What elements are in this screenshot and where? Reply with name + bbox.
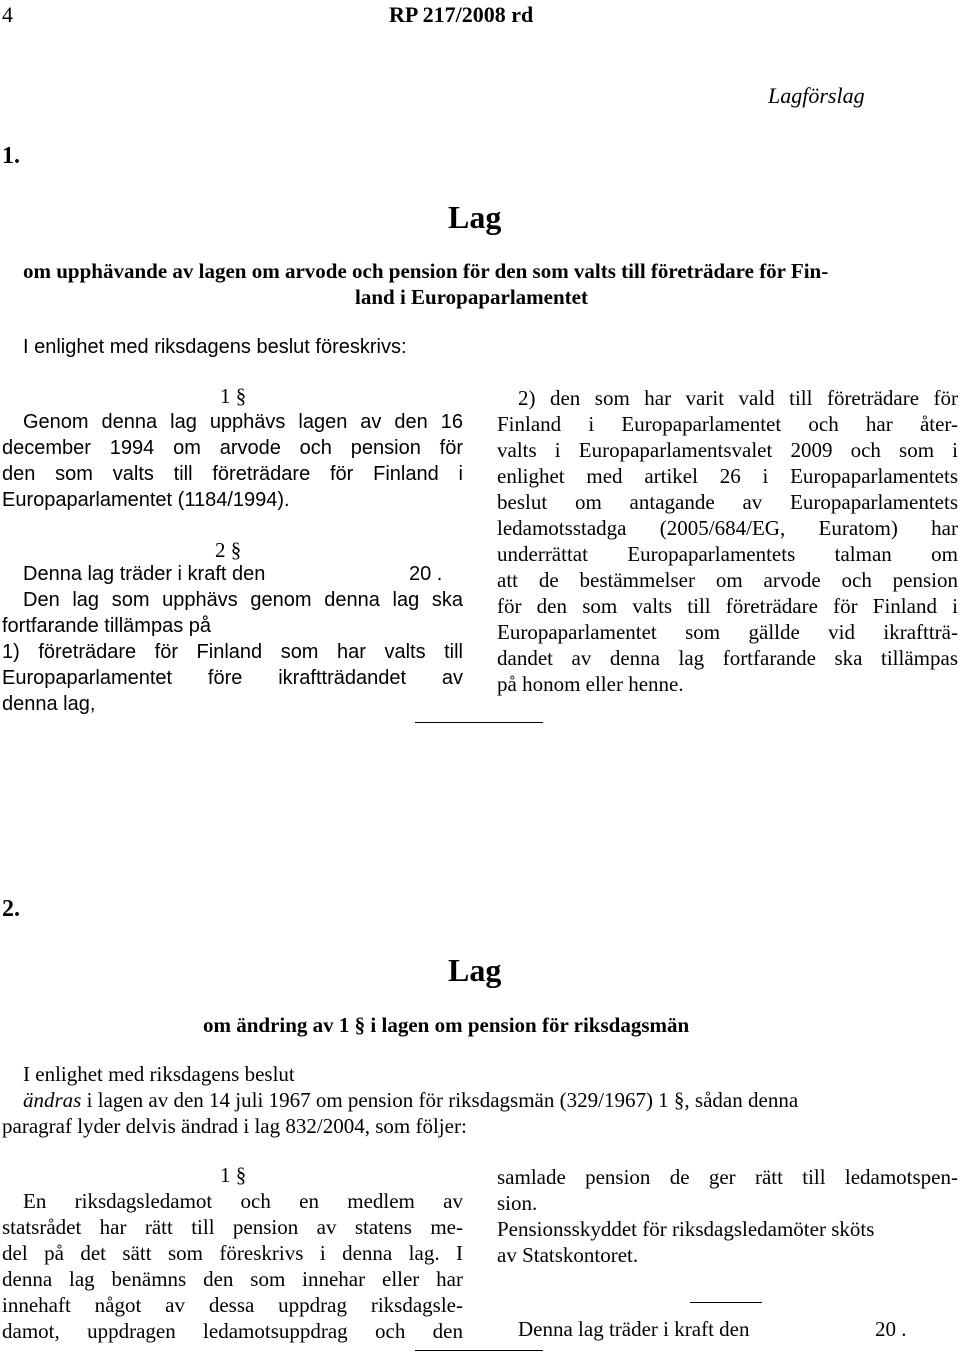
- amend-verb: ändras: [23, 1088, 82, 1112]
- law-2-section-1-line: damot, uppdragen ledamotsuppdrag och den: [2, 1319, 463, 1343]
- law-2-right-line: Pensionsskyddet för riksdagsledamöter sköts: [497, 1217, 875, 1241]
- law-1-section-2-title: 2 §: [215, 538, 242, 562]
- law-1-section-1-line: Genom denna lag upphävs lagen av den 16: [23, 411, 463, 433]
- law-1-section-2-line: Den lag som upphävs genom denna lag ska: [23, 589, 463, 611]
- law-1-right-line: enlighet med artikel 26 i Europaparlamentets: [497, 464, 958, 488]
- law-2-subtitle: om ändring av 1 § i lagen om pension för riksdagsmän: [203, 1013, 690, 1037]
- law-1-section-2-line: 1) företrädare för Finland som har valts till: [2, 641, 463, 663]
- law-1-right-line: Europaparlamentet som gällde vid ikraftträ-: [497, 620, 958, 644]
- law-1-right-line: dandet av denna lag fortfarande ska tillämpas: [497, 646, 958, 670]
- law-1-right-line: underrättat Europaparlamentets talman om: [497, 542, 958, 566]
- law-2-section-1-line: En riksdagsledamot och en medlem av: [23, 1189, 463, 1213]
- law-1-section-2-line: fortfarande tillämpas på: [2, 615, 212, 637]
- law-1-right-line: beslut om antagande av Europaparlamentets: [497, 490, 958, 514]
- law-2-section-1-title: 1 §: [220, 1163, 247, 1187]
- law-1-right-line: Finland i Europaparlamentet och har åter-: [497, 412, 958, 436]
- document-reference: RP 217/2008 rd: [389, 2, 534, 27]
- law-1-right-line: ledamotsstadga (2005/684/EG, Euratom) har: [497, 516, 958, 540]
- law-1-right-line: för den som valts till företrädare för Finland i: [497, 594, 958, 618]
- proposal-label: Lagförslag: [768, 83, 865, 108]
- law-2-enters-force: Denna lag träder i kraft den: [518, 1317, 750, 1341]
- law-2-right-line: sion.: [497, 1191, 538, 1215]
- law-2-number: 2.: [2, 896, 20, 922]
- law-1-section-1-title: 1 §: [220, 384, 247, 408]
- law-2-section-1-line: denna lag benämns den som innehar eller har: [2, 1267, 463, 1291]
- law-2-section-1-line: del på det sätt som föreskrivs i denna lag. I: [2, 1241, 463, 1265]
- law-2-enters-force-year: 20 .: [875, 1317, 907, 1341]
- page-number: 4: [2, 2, 13, 27]
- law-2-heading: Lag: [448, 952, 502, 988]
- law-1-enters-force-year: 20 .: [409, 563, 443, 585]
- law-1-heading: Lag: [448, 199, 502, 235]
- law-2-preamble-line-2: [23, 1087, 798, 1113]
- law-1-section-2-line: Europaparlamentet före ikraftträdandet av: [2, 667, 463, 689]
- law-2-end-rule: [415, 1350, 543, 1351]
- law-2-preamble-line-3: paragraf lyder delvis ändrad i lag 832/2004, som följer:: [2, 1114, 467, 1138]
- law-2-right-line: av Statskontoret.: [497, 1243, 639, 1267]
- law-1-section-1-line: Europaparlamentet (1184/1994).: [2, 489, 290, 511]
- law-2-preamble-line-1: I enlighet med riksdagens beslut: [23, 1062, 295, 1086]
- law-2-section-1-line: statsrådet har rätt till pension av statens me-: [2, 1215, 463, 1239]
- law-1-number: 1.: [2, 143, 20, 169]
- law-1-right-line: valts i Europaparlamentsvalet 2009 och som i: [497, 438, 958, 462]
- law-1-section-2-line: denna lag,: [2, 693, 96, 715]
- law-1-right-line: på honom eller henne.: [497, 672, 684, 696]
- law-2-right-line: samlade pension de ger rätt till ledamotspen-: [497, 1165, 958, 1189]
- law-2-section-rule: [690, 1302, 762, 1303]
- law-1-preamble: I enlighet med riksdagens beslut föreskrivs:: [23, 336, 407, 358]
- amend-text: i lagen av den 14 juli 1967 om pension för riksdagsmän (329/1967) 1 §, sådan denna: [81, 1088, 799, 1112]
- law-1-right-line: 2) den som har varit vald till företrädare för: [518, 386, 958, 410]
- law-1-end-rule: [415, 722, 543, 723]
- law-1-right-line: att de bestämmelser om arvode och pension: [497, 568, 958, 592]
- law-2-section-1-line: innehaft något av dessa uppdrag riksdagsle-: [2, 1293, 463, 1317]
- law-1-enters-force: Denna lag träder i kraft den: [23, 563, 266, 585]
- law-1-section-1-line: december 1994 om arvode och pension för: [2, 437, 463, 459]
- law-1-section-1-line: den som valts till företrädare för Finland i: [2, 463, 463, 485]
- law-1-subtitle-line-2: land i Europaparlamentet: [355, 285, 588, 309]
- law-1-subtitle-line-1: om upphävande av lagen om arvode och pension för den som valts till företrädare för Fin-: [23, 259, 829, 283]
